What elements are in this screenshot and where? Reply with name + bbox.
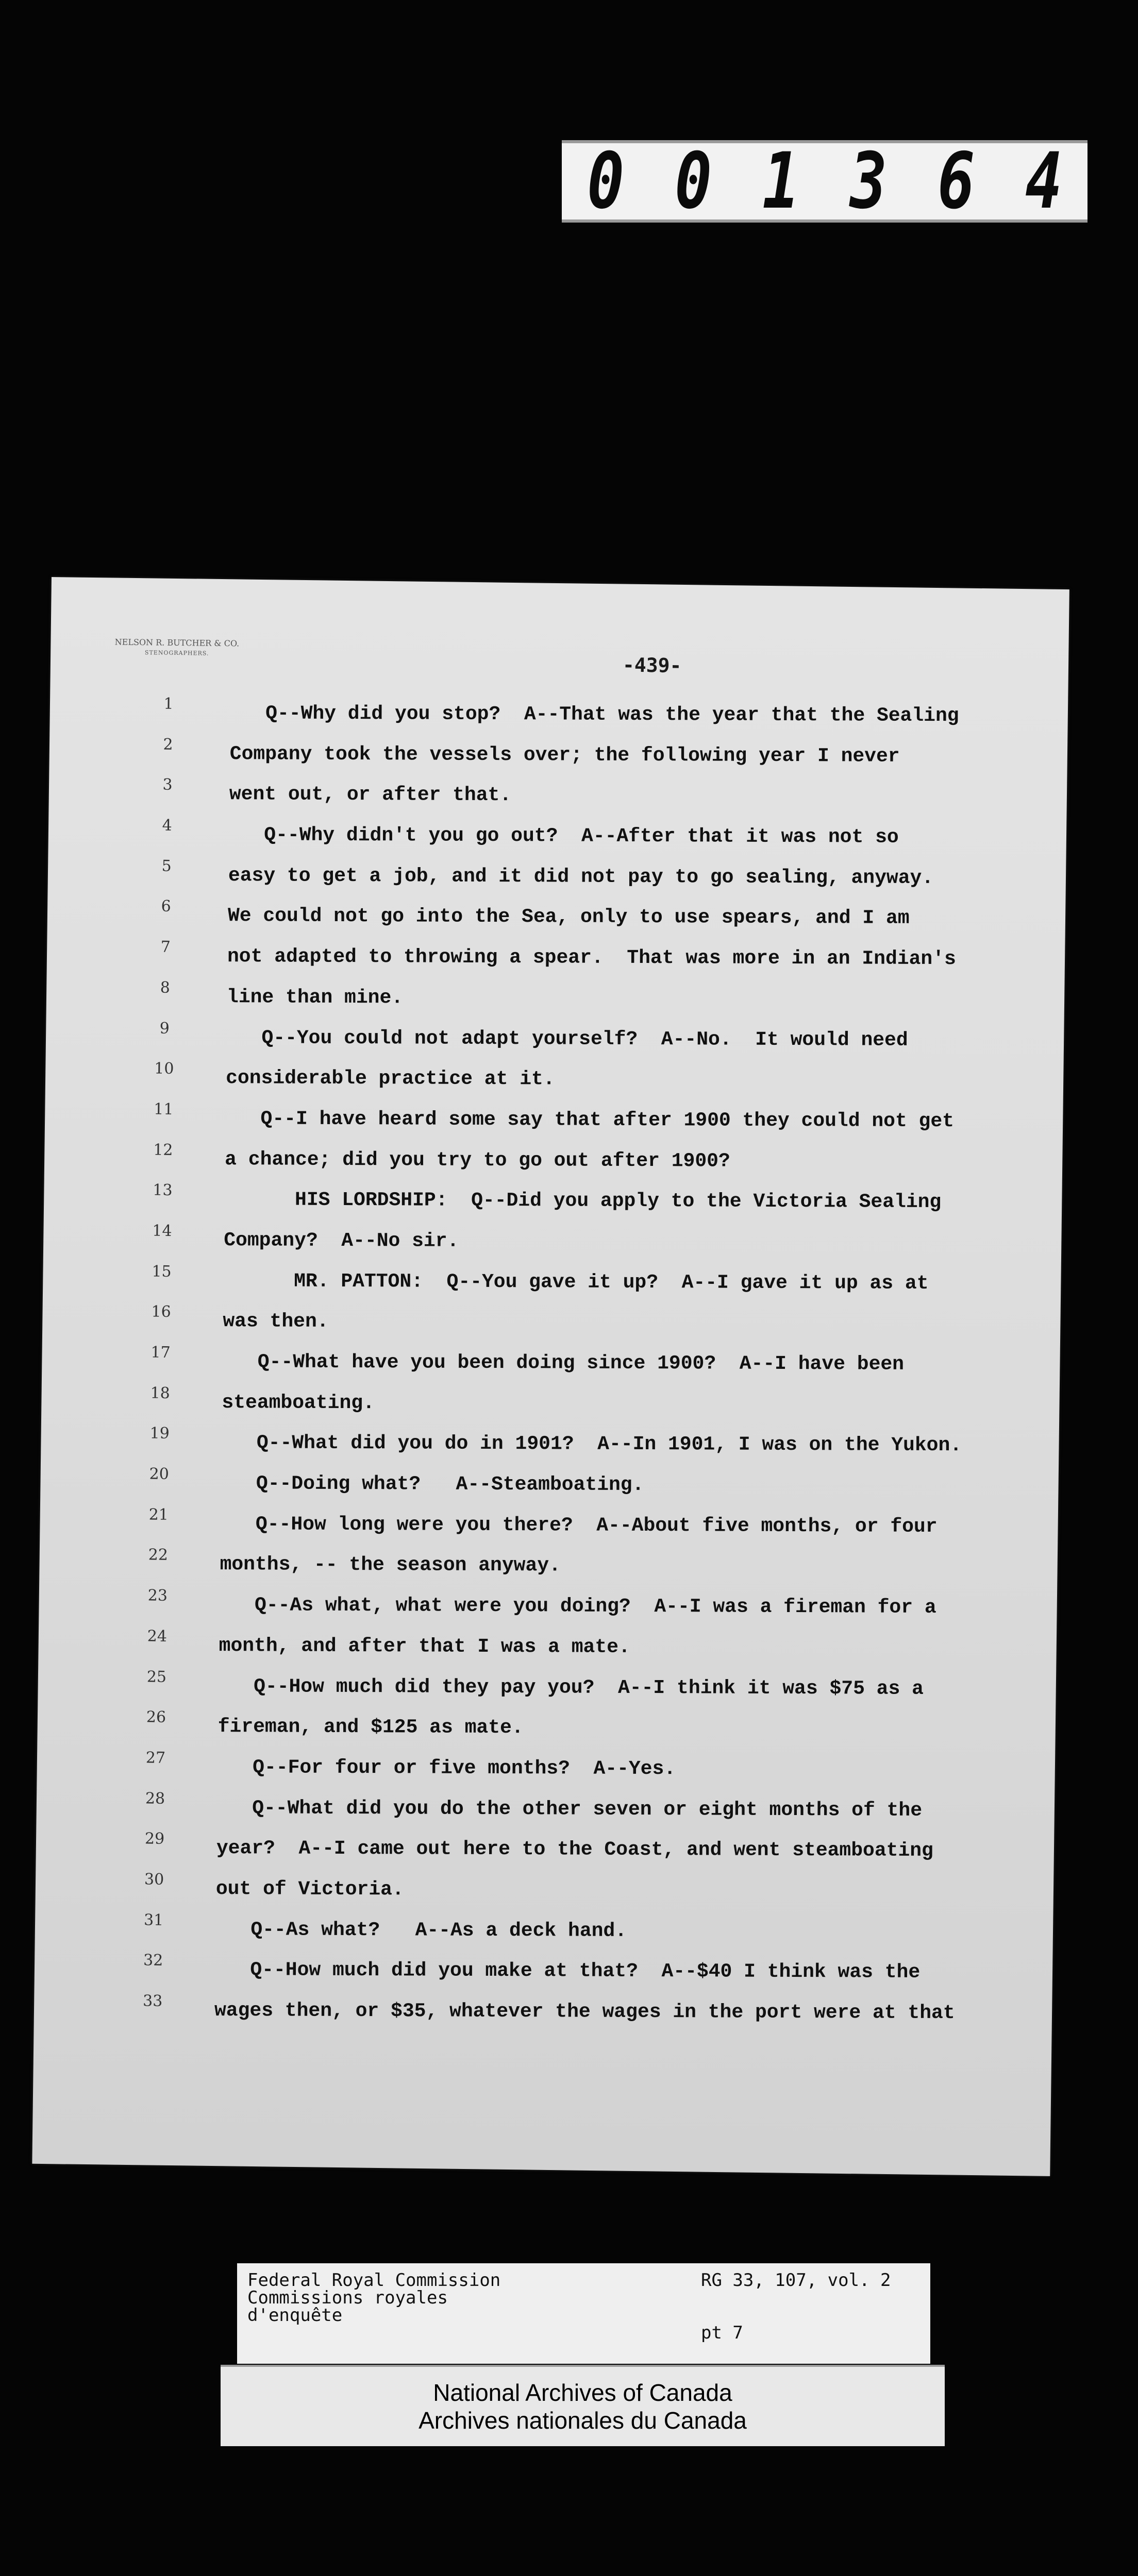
line-number: 18 (150, 1384, 170, 1402)
archives-name-en: National Archives of Canada (433, 2379, 732, 2406)
frame-digit: 3 (849, 137, 888, 226)
line-number: 3 (162, 776, 173, 794)
transcript-body (214, 693, 1056, 2041)
archive-reference-label (237, 2263, 930, 2364)
transcript-line: was then. (223, 1310, 329, 1333)
transcript-line: Q--Why did you stop? A--That was the year that the Sealing (230, 702, 959, 727)
line-number: 8 (160, 978, 171, 997)
line-number: 26 (146, 1708, 166, 1727)
line-number: 19 (149, 1424, 170, 1443)
transcript-line: Q--For four or five months? A--Yes. (217, 1756, 676, 1781)
transcript-line: easy to get a job, and it did not pay to go sealing, anyway. (228, 864, 934, 889)
transcript-line: We could not go into the Sea, only to use spears, and I am (227, 905, 910, 930)
collection-name-fr-cont: d'enquête (247, 2305, 343, 2326)
frame-number-strip (562, 137, 1087, 226)
collection-name-en: Federal Royal Commission (247, 2270, 501, 2291)
line-number: 10 (154, 1059, 174, 1078)
transcript-line: Company took the vessels over; the following year I never (229, 742, 900, 768)
transcript-line: Q--What did you do in 1901? A--In 1901, I was on the Yukon. (221, 1432, 962, 1457)
line-number: 15 (152, 1262, 172, 1281)
line-number: 31 (143, 1911, 164, 1929)
line-number: 13 (153, 1181, 173, 1200)
transcript-line: Q--How much did they pay you? A--I think it was $75 as a (218, 1675, 924, 1700)
line-number: 6 (161, 897, 171, 916)
transcript-line: went out, or after that. (229, 783, 512, 807)
transcript-line: Q--I have heard some say that after 1900 they could not get (225, 1108, 955, 1133)
line-number: 9 (159, 1019, 170, 1038)
line-number: 30 (144, 1870, 164, 1889)
frame-digit: 0 (674, 137, 712, 226)
frame-digit: 6 (937, 137, 975, 226)
collection-name-fr: Commissions royales (247, 2287, 448, 2308)
transcript-line: MR. PATTON: Q--You gave it up? A--I gave it up as at (223, 1269, 929, 1295)
transcript-line: Q--What did you do the other seven or eight months of the (216, 1797, 923, 1822)
line-number: 20 (149, 1465, 170, 1483)
transcript-line: Q--How much did you make at that? A--$40 I think was the (214, 1959, 921, 1984)
line-number: 27 (145, 1749, 166, 1767)
transcript-line: considerable practice at it. (226, 1067, 555, 1091)
line-number: 12 (153, 1141, 173, 1159)
archives-name-fr: Archives nationales du Canada (419, 2407, 747, 2434)
transcript-line: months, -- the season anyway. (220, 1553, 561, 1577)
frame-digit: 0 (587, 137, 625, 226)
line-number: 11 (154, 1100, 174, 1118)
transcript-line: year? A--I came out here to the Coast, and went steamboating (216, 1837, 933, 1862)
transcript-line: Q--Doing what? A--Steamboating. (221, 1472, 644, 1497)
letterhead (99, 637, 254, 659)
line-number-column (132, 684, 190, 2022)
letterhead-name: NELSON R. BUTCHER & CO. (114, 637, 240, 649)
line-number: 14 (152, 1222, 172, 1240)
transcript-line: Company? A--No sir. (224, 1229, 459, 1252)
transcript-line: Q--As what, what were you doing? A--I was a fireman for a (219, 1594, 936, 1619)
letterhead-subtitle: STENOGRAPHERS. (144, 649, 209, 657)
transcript-line: steamboating. (222, 1391, 375, 1414)
transcript-line: Q--What have you been doing since 1900? A--I have been (222, 1351, 905, 1376)
transcript-line: a chance; did you try to go out after 1900? (225, 1148, 730, 1173)
line-number: 28 (145, 1789, 165, 1808)
line-number: 25 (146, 1667, 167, 1686)
transcript-line: not adapted to throwing a spear. That was more in an Indian's (227, 945, 956, 971)
line-number: 7 (160, 938, 171, 956)
line-number: 4 (162, 816, 172, 835)
frame-digit: 4 (1025, 137, 1063, 226)
line-number: 2 (163, 735, 173, 754)
transcript-line: line than mine. (226, 986, 404, 1009)
line-number: 23 (147, 1586, 168, 1605)
transcript-page (32, 577, 1069, 2176)
page-number: -439- (622, 653, 682, 677)
part-number: pt 7 (701, 2323, 743, 2343)
line-number: 16 (151, 1302, 171, 1321)
transcript-line: out of Victoria. (215, 1878, 404, 1901)
transcript-line: Q--As what? A--As a deck hand. (215, 1918, 627, 1942)
line-number: 29 (144, 1829, 165, 1849)
transcript-line: Q--You could not adapt yourself? A--No. It would need (226, 1026, 908, 1052)
line-number: 32 (143, 1951, 163, 1970)
frame-digit: 1 (762, 137, 800, 226)
archives-banner (221, 2365, 945, 2446)
line-number: 33 (142, 1992, 163, 2010)
line-number: 17 (150, 1343, 171, 1362)
transcript-line: Q--How long were you there? A--About five months, or four (220, 1513, 938, 1538)
line-number: 24 (147, 1627, 168, 1646)
line-number: 1 (163, 694, 174, 713)
transcript-line: HIS LORDSHIP: Q--Did you apply to the Victoria Sealing (224, 1189, 942, 1214)
line-number: 22 (148, 1546, 169, 1565)
line-number: 21 (148, 1505, 169, 1524)
record-group-reference: RG 33, 107, vol. 2 (701, 2270, 891, 2291)
transcript-line: wages then, or $35, whatever the wages in the port were at that (214, 1999, 955, 2025)
transcript-line: fireman, and $125 as mate. (217, 1716, 524, 1739)
transcript-line: Q--Why didn't you go out? A--After that it was not so (228, 824, 899, 849)
transcript-line: month, and after that I was a mate. (219, 1634, 630, 1658)
line-number: 5 (161, 857, 172, 875)
